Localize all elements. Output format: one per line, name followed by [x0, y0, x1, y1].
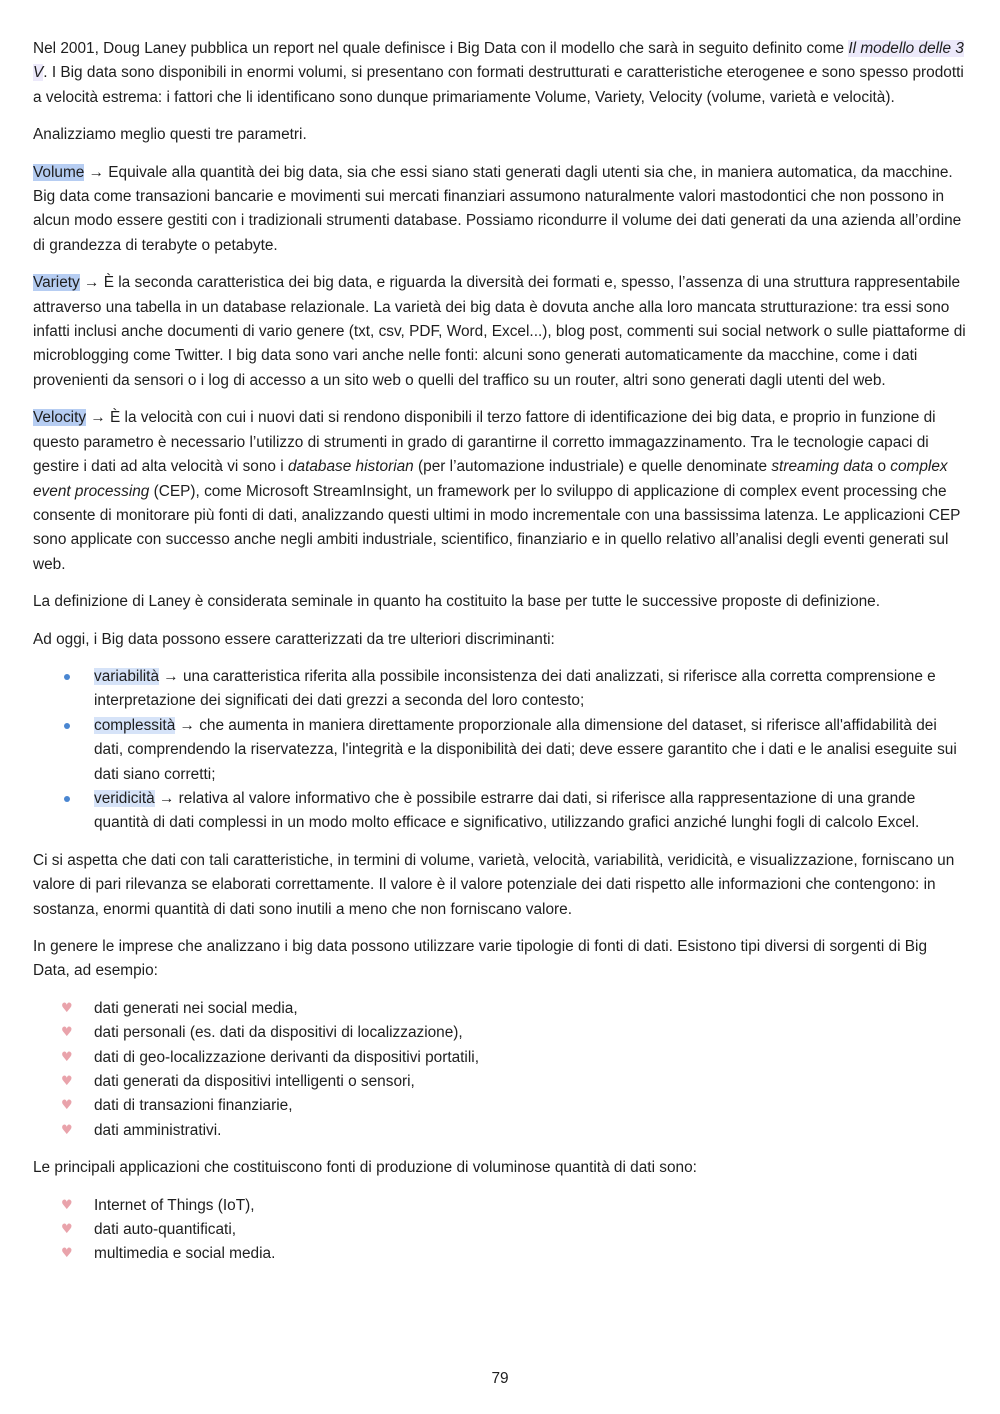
complessita-text: → che aumenta in maniera direttamente proporzionale alla dimensione del dataset, si riferisce all'affidabilità dei dati, comprendendo la riservatezza, l'integrità e la disponibilità dei dati; deve essere garantito che i dati e le analisi eseguite sui dati siano corretti;: [94, 716, 957, 783]
applications-list: [33, 1194, 967, 1267]
velocity-text-3: o: [873, 458, 891, 476]
velocity-text-2: (per l’automazione industriale) e quelle denominate: [413, 458, 772, 476]
list-item: [33, 997, 967, 1021]
discriminants-list: [33, 665, 967, 836]
velocity-term: Velocity: [33, 409, 87, 427]
list-item: [33, 1242, 967, 1266]
highlight-3v-model: Il modello delle 3 V: [33, 40, 964, 82]
variabilita-text: → una caratteristica riferita alla possibile inconsistenza dei dati analizzati, si riferisce alla corretta comprensione e interpretazione dei significati dei dati grezzi a seconda del loro contesto;: [94, 667, 936, 710]
volume-paragraph: [33, 161, 967, 259]
list-item: [33, 1046, 967, 1070]
today-paragraph: Ad oggi, i Big data possono essere caratterizzati da tre ulteriori discriminanti:: [33, 630, 555, 648]
intro-paragraph: [33, 37, 967, 110]
list-item-text: dati di transazioni finanziarie,: [94, 1097, 293, 1115]
list-item-text: dati di geo-localizzazione derivanti da dispositivi portatili,: [94, 1048, 479, 1066]
list-item-text: dati auto-quantificati,: [94, 1221, 237, 1239]
volume-term: Volume: [33, 163, 85, 181]
list-item: [33, 665, 967, 714]
list-item: [33, 1218, 967, 1242]
heart-icon: ♥: [61, 1074, 73, 1090]
heart-icon: ♥: [61, 1197, 73, 1213]
list-item-text: dati personali (es. dati da dispositivi di localizzazione),: [94, 1024, 463, 1042]
blue-dot-icon: [64, 674, 70, 680]
intro-text-end: . I Big data sono disponibili in enormi volumi, si presentano con formati destrutturati e caratteristiche eterogenee e sono spesso prodotti a velocità estrema: i fattori che li identificano sono dunque primariamente Volume, Variety, Velocity (volume, varietà e velocità).: [33, 64, 964, 106]
list-item: [33, 1070, 967, 1094]
heart-icon: ♥: [61, 1025, 73, 1041]
variabilita-term: variabilità: [94, 667, 160, 685]
variety-paragraph: [33, 271, 967, 393]
velocity-text-4: (CEP), come Microsoft StreamInsight, un framework per lo sviluppo di applicazione di complex event processing che consente di monitorare più fonti di dati, analizzando questi ultimi in modo incrementale con una bassissima latenza. Le applicazioni CEP sono applicate con successo anche negli ambiti industriale, scientifico, finanziario e in quello relativo all’analisi degli eventi generati sul web.: [33, 482, 961, 573]
list-item-text: multimedia e social media.: [94, 1245, 276, 1263]
heart-icon: ♥: [61, 1246, 73, 1262]
complessita-term: complessità: [94, 716, 176, 734]
blue-dot-icon: [64, 723, 70, 729]
veridicita-term: veridicità: [94, 789, 155, 807]
laney-paragraph: La definizione di Laney è considerata seminale in quanto ha costituito la base per tutte le successive proposte di definizione.: [33, 593, 881, 611]
page-body: [33, 37, 967, 1280]
blue-dot-icon: [64, 796, 70, 802]
list-item: [33, 1119, 967, 1143]
applications-paragraph: Le principali applicazioni che costituiscono fonti di produzione di voluminose quantità di dati sono:: [33, 1159, 697, 1177]
veridicita-text: → relativa al valore informativo che è possibile estrarre dai dati, si riferisce alla rappresentazione di una grande quantità di dati complessi in un modo molto efficace e significativo, utilizzando grafici anziché lunghi fogli di calcolo Excel.: [94, 789, 920, 832]
variety-text: → È la seconda caratteristica dei big data, e riguarda la diversità dei formati e, spesso, l’assenza di una struttura rappresentabile attraverso una tabella in un database relazionale. La varietà dei big data è dovuta anche alla loro mancata strutturazione: tra essi sono infatti inclusi anche documenti di vario genere (txt, csv, PDF, Word, Excel...), blog post, commenti sui social network o sulle piattaforme di microblogging come Twitter. I big data sono vari anche nelle fonti: alcuni sono generati automaticamente da macchine, come i dati provenienti da sensori o i log di accesso a un sito web o quelli del traffico su un router, altri sono generati dagli utenti del web.: [33, 274, 966, 389]
heart-icon: ♥: [61, 1098, 73, 1114]
intro-text: Nel 2001, Doug Laney pubblica un report nel quale definisce i Big Data con il modello che sarà in seguito definito come: [33, 40, 849, 57]
velocity-paragraph: [33, 406, 967, 577]
list-item-text: dati amministrativi.: [94, 1121, 222, 1139]
variety-term: Variety: [33, 274, 80, 292]
velocity-text-1: → È la velocità con cui i nuovi dati si rendono disponibili il terzo fattore di identificazione dei big data, e proprio in funzione di questo parametro è necessario l’utilizzo di strumenti in grado di garantirne il corretto immagazzinamento. Tra le tecnologie capaci di gestire i dati ad alta velocità vi sono i: [33, 409, 936, 476]
heart-icon: ♥: [61, 1122, 73, 1138]
heart-icon: ♥: [61, 1222, 73, 1238]
list-item-text: dati generati nei social media,: [94, 999, 298, 1017]
list-item: [33, 1094, 967, 1118]
values-paragraph: Ci si aspetta che dati con tali caratteristiche, in termini di volume, varietà, velocità, variabilità, veridicità, e visualizzazione, forniscano un valore di pari rilevanza se elaborati correttamente. Il valore è il valore potenziale dei dati rispetto alle informazioni che contengono: in sostanza, enormi quantità di dati sono inutili a meno che non forniscano valore.: [33, 851, 955, 918]
volume-text: → Equivale alla quantità dei big data, sia che essi siano stati generati dagli utenti sia che, in maniera automatica, da macchine. Big data come transazioni bancarie e movimenti sui mercati finanziari assumono naturalmente valori mastodontici che non possono in alcun modo essere gestiti con i tradizionali strumenti database. Possiamo ricondurre il volume dei dati generati da una azienda all’ordine di grandezza di terabyte o petabyte.: [33, 163, 962, 254]
list-item: [33, 714, 967, 787]
streaming-data-term: streaming data: [771, 458, 874, 476]
cep-term: complex event processing: [33, 458, 948, 500]
heart-icon: ♥: [61, 1049, 73, 1065]
list-item: [33, 1194, 967, 1218]
heart-icon: ♥: [61, 1000, 73, 1016]
list-item: [33, 787, 967, 836]
source-types-list: [33, 997, 967, 1143]
sources-paragraph: In genere le imprese che analizzano i big data possono utilizzare varie tipologie di fonti di dati. Esistono tipi diversi di sorgenti di Big Data, ad esempio:: [33, 938, 928, 980]
list-item: [33, 1021, 967, 1045]
list-item-text: dati generati da dispositivi intelligenti o sensori,: [94, 1073, 415, 1091]
analyze-paragraph: Analizziamo meglio questi tre parametri.: [33, 126, 307, 144]
database-historian-term: database historian: [287, 458, 414, 476]
page-number: 79: [491, 1370, 509, 1387]
list-item-text: Internet of Things (IoT),: [94, 1196, 255, 1214]
